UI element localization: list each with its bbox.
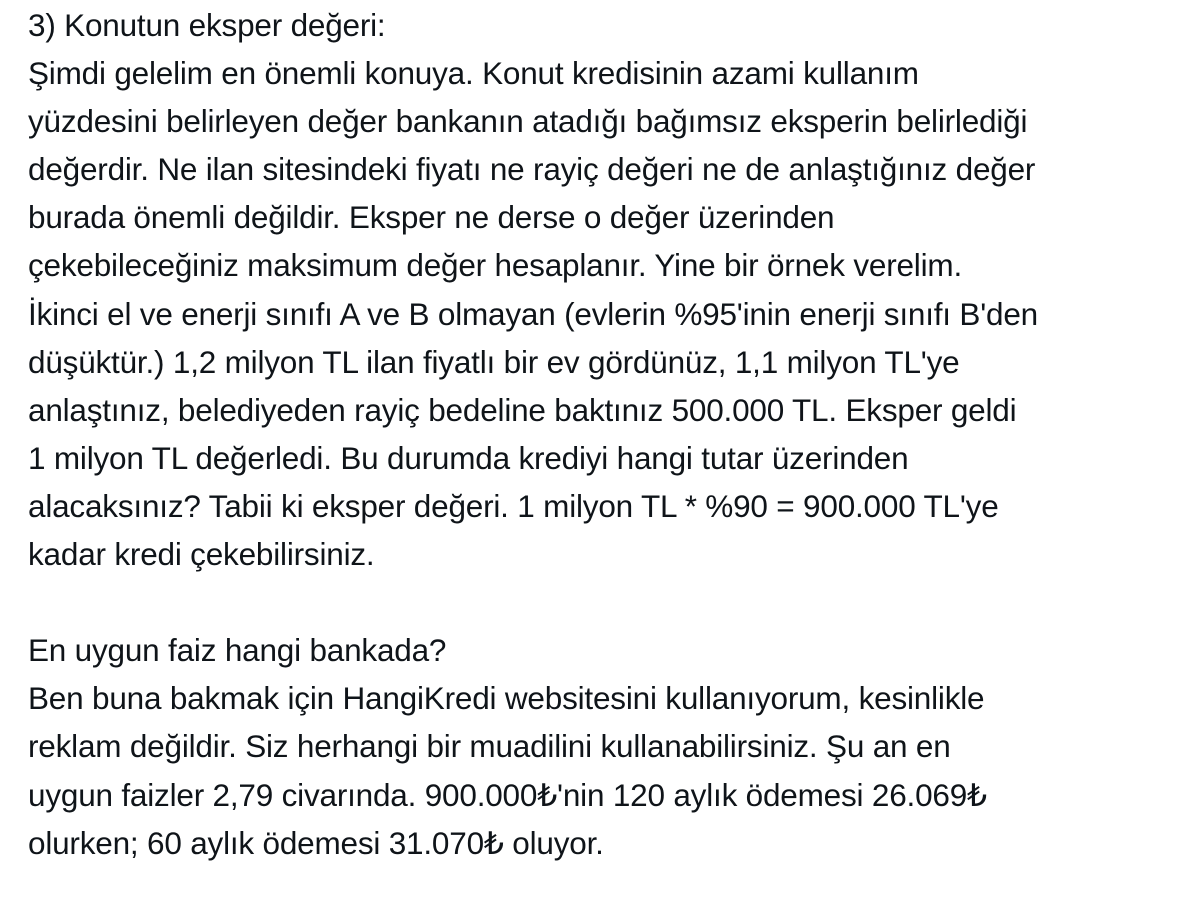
paragraph-line: olurken; 60 aylık ödemesi 31.070₺ oluyor. bbox=[28, 824, 604, 861]
paragraph-line: anlaştınız, belediyeden rayiç bedeline baktınız 500.000 TL. Eksper geldi bbox=[28, 391, 1017, 428]
section-heading-best-rate: En uygun faiz hangi bankada? bbox=[28, 632, 447, 669]
section-heading-expert-value: 3) Konutun eksper değeri: bbox=[28, 7, 386, 43]
paragraph-line: reklam değildir. Siz herhangi bir muadilini kullanabilirsiniz. Şu an en bbox=[28, 728, 951, 765]
paragraph-line: 1 milyon TL değerledi. Bu durumda krediyi hangi tutar üzerinden bbox=[28, 439, 909, 476]
paragraph-line: çekebileceğiniz maksimum değer hesaplanır. Yine bir örnek verelim. bbox=[28, 247, 962, 284]
paragraph-line: yüzdesini belirleyen değer bankanın atadığı bağımsız eksperin belirlediği bbox=[28, 103, 1028, 140]
paragraph-spacer bbox=[28, 578, 1168, 626]
paragraph-line: kadar kredi çekebilirsiniz. bbox=[28, 536, 375, 573]
paragraph-line: İkinci el ve enerji sınıfı A ve B olmayan (evlerin %95'inin enerji sınıfı B'den bbox=[28, 295, 1038, 332]
paragraph-line: uygun faizler 2,79 civarında. 900.000₺'nin 120 aylık ödemesi 26.069₺ bbox=[28, 776, 987, 813]
paragraph-line: burada önemli değildir. Eksper ne derse o değer üzerinden bbox=[28, 199, 835, 236]
post-text bbox=[28, 1, 1168, 867]
paragraph-line: düşüktür.) 1,2 milyon TL ilan fiyatlı bir ev gördünüz, 1,1 milyon TL'ye bbox=[28, 343, 960, 380]
paragraph-line: değerdir. Ne ilan sitesindeki fiyatı ne rayiç değeri ne de anlaştığınız değer bbox=[28, 151, 1036, 188]
paragraph-line: Ben buna bakmak için HangiKredi websitesini kullanıyorum, kesinlikle bbox=[28, 680, 985, 717]
paragraph-line: Şimdi gelelim en önemli konuya. Konut kredisinin azami kullanım bbox=[28, 55, 919, 92]
paragraph-line: alacaksınız? Tabii ki eksper değeri. 1 milyon TL * %90 = 900.000 TL'ye bbox=[28, 487, 999, 524]
